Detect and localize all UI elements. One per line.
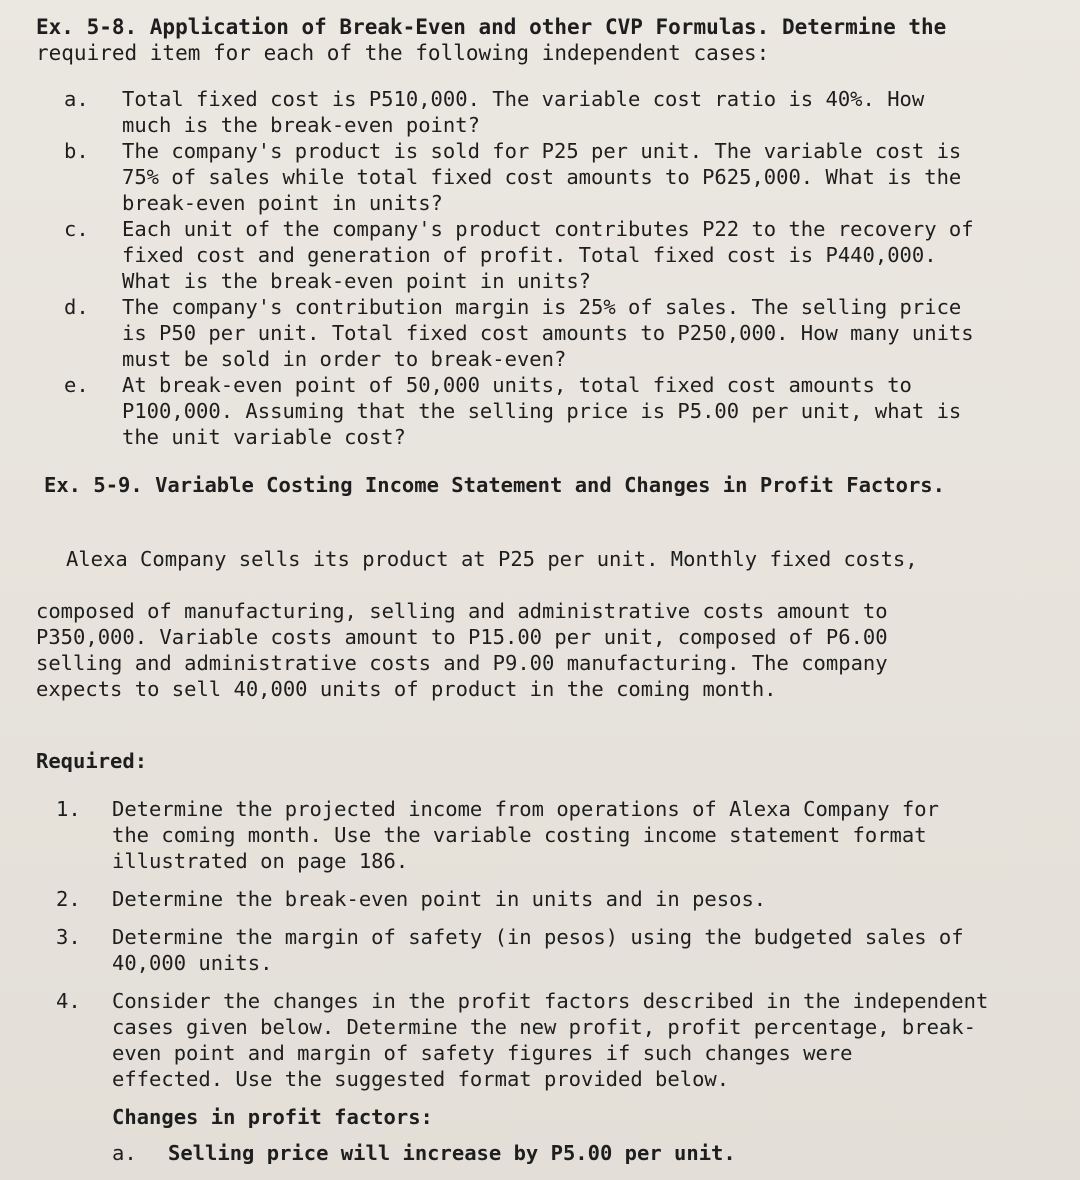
exercise-5-8-instructions: required item for each of the following independent cases: [36,41,770,65]
narrative-first-line: Alexa Company sells its product at P25 per unit. Monthly fixed costs, [66,547,918,571]
exercise-5-9-narrative [36,520,1040,728]
case-text: Total fixed cost is P510,000. The variable cost ratio is 40%. How much is the break-even point? [122,87,925,137]
case-marker: a. [64,87,89,111]
change-item-a [112,1140,1040,1166]
requirement-text: Consider the changes in the profit factors described in the independent cases given below. Determine the new profit, profit percentage, break- even point and margin of safety figures if such changes were effected. Use the suggested format provided below. [112,989,989,1091]
case-text: At break-even point of 50,000 units, total fixed cost amounts to P100,000. Assuming that the selling price is P5.00 per unit, what is the unit variable cost? [122,373,962,449]
required-label: Required: [36,749,148,773]
case-marker: c. [64,217,89,241]
exercise-5-9-title: Ex. 5-9. Variable Costing Income Statement and Changes in Profit Factors. [44,473,945,497]
case-item-b [36,138,1040,216]
case-marker: e. [64,373,89,397]
case-text: The company's contribution margin is 25% of sales. The selling price is P50 per unit. Total fixed cost amounts to P250,000. How many units must be sold in order to break-even? [122,295,974,371]
requirement-text: Determine the margin of safety (in pesos) using the budgeted sales of 40,000 units. [112,925,964,975]
case-text: The company's product is sold for P25 per unit. The variable cost is 75% of sales while total fixed cost amounts to P625,000. What is the break-even point in units? [122,139,962,215]
requirement-text: Determine the break-even point in units and in pesos. [112,887,767,911]
requirement-3 [36,924,1040,976]
requirement-marker: 3. [56,925,81,949]
case-marker: d. [64,295,89,319]
change-text: Selling price will increase by P5.00 per unit. [168,1141,736,1165]
requirement-marker: 4. [56,989,81,1013]
case-item-e [36,372,1040,450]
requirement-1 [36,796,1040,874]
changes-label: Changes in profit factors: [112,1105,433,1129]
requirement-2 [36,886,1040,912]
requirement-4 [36,988,1040,1092]
exercise-5-8-title: Ex. 5-8. Application of Break-Even and other CVP Formulas. Determine the [36,15,947,39]
case-item-c [36,216,1040,294]
requirement-marker: 1. [56,797,81,821]
requirement-marker: 2. [56,887,81,911]
case-text: Each unit of the company's product contributes P22 to the recovery of fixed cost and generation of profit. Total fixed cost is P440,000. What is the break-even point in units? [122,217,974,293]
case-item-a [36,86,1040,138]
change-marker: a. [112,1141,137,1165]
requirements-list [36,796,1040,1092]
case-item-d [36,294,1040,372]
narrative-body: composed of manufacturing, selling and administrative costs amount to P350,000. Variable costs amount to P15.00 per unit, composed of P6.00 selling and administrative costs and P9.00 manufacturing. The company expects to sell 40,000 units of product in the coming month. [36,599,888,701]
exercise-5-8-cases [36,86,1040,450]
requirement-text: Determine the projected income from operations of Alexa Company for the coming month. Use the variable costing income statement format illustrated on page 186. [112,797,939,873]
case-marker: b. [64,139,89,163]
